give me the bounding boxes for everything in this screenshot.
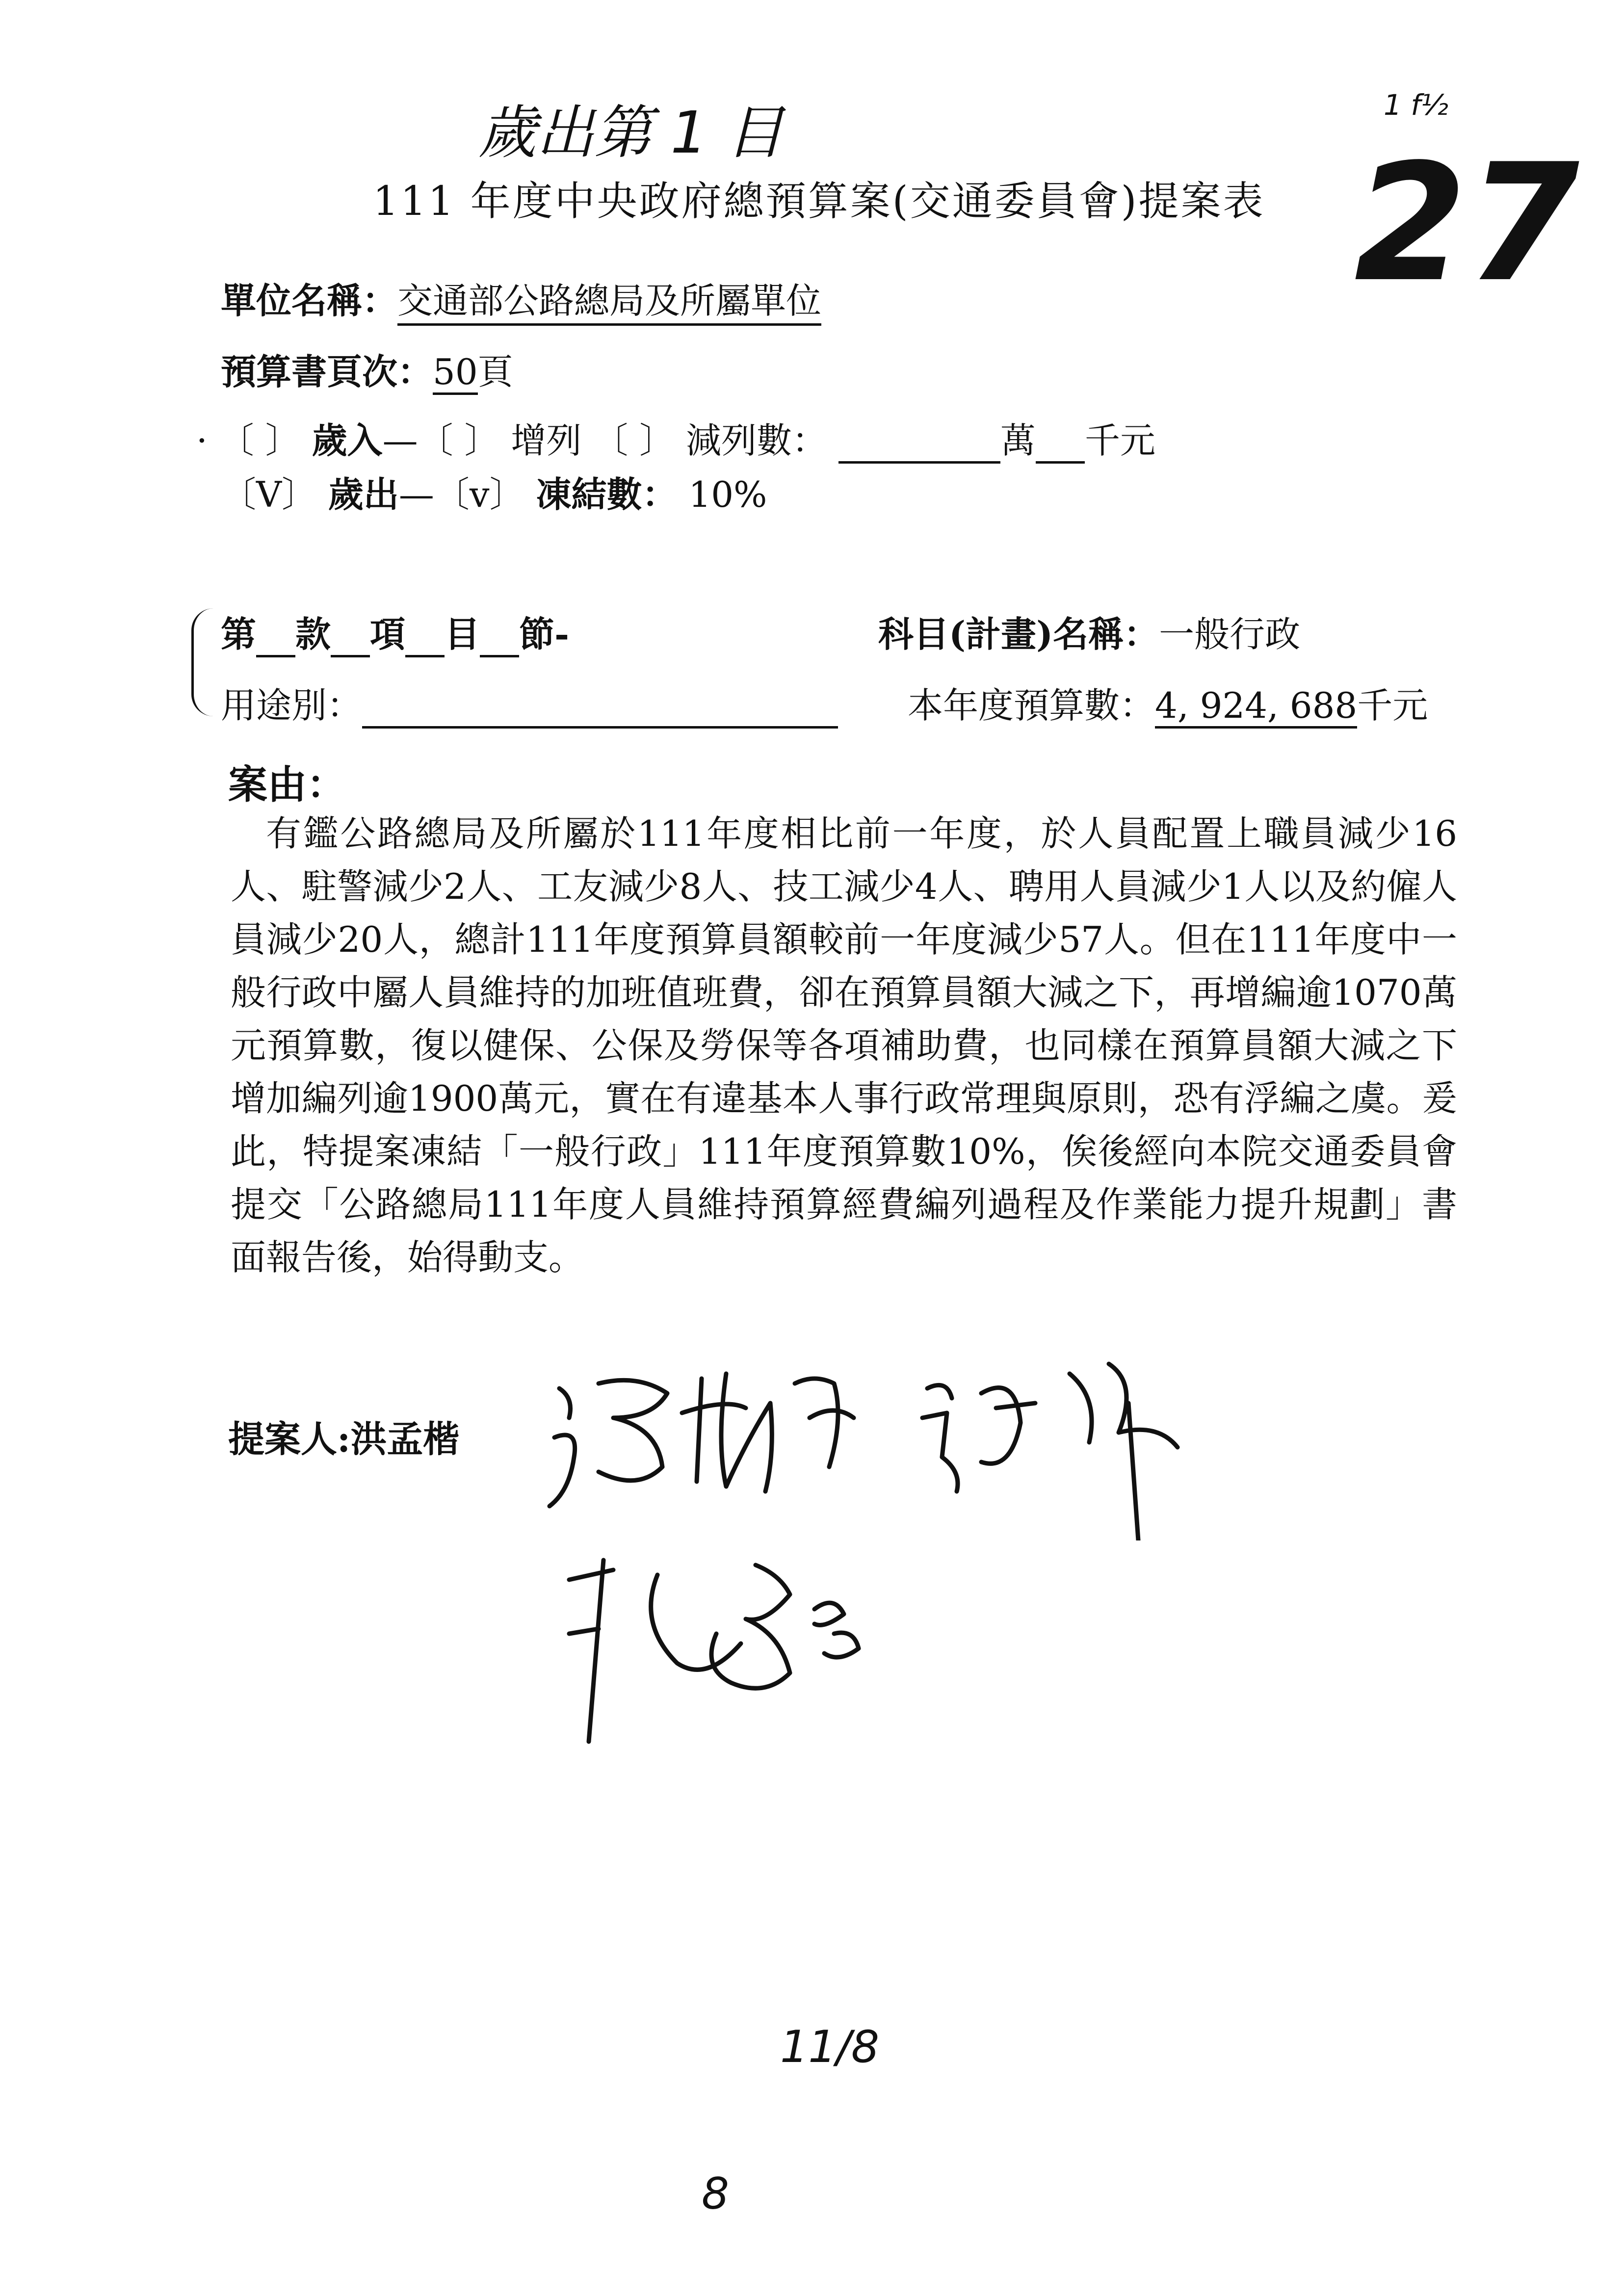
- subject-label: 科目(計畫)名稱：: [878, 613, 1159, 655]
- handwritten-page-number: 27: [1354, 129, 1580, 317]
- signature-1-drawing: [540, 1344, 1276, 1540]
- signature-1: [540, 1344, 1276, 1542]
- income-row: [196, 412, 1155, 464]
- section-row: [221, 606, 569, 657]
- budget-row: [908, 677, 1428, 729]
- purpose-label: 用途別：: [221, 685, 363, 726]
- handwritten-corner-note: 1 f½: [1384, 88, 1448, 122]
- purpose-row: [221, 677, 838, 729]
- blank: [331, 613, 370, 657]
- section-xiang: 項: [370, 613, 406, 655]
- income-amount-blank-2: [1036, 420, 1085, 464]
- income-decrease: 〔 〕 減列數：: [593, 420, 828, 461]
- unit-label: 單位名稱：: [221, 280, 398, 321]
- subject-value: 一般行政: [1159, 614, 1301, 655]
- budget-book-page-label: 預算書頁次：: [221, 351, 433, 392]
- income-label: 歲入: [312, 419, 383, 461]
- budget-book-page-row: [221, 343, 513, 395]
- blank: [405, 613, 445, 657]
- freeze-checkbox: 〔v〕: [434, 474, 525, 515]
- budget-book-page-value: 50: [433, 351, 478, 395]
- purpose-blank: [362, 685, 838, 729]
- expense-row: [221, 466, 767, 517]
- section-mu: 目: [445, 613, 480, 655]
- income-dash: —: [382, 420, 418, 461]
- proposer-name: 洪孟楷: [350, 1418, 460, 1461]
- income-increase: 〔 〕 增列: [418, 420, 582, 461]
- document-title: 111 年度中央政府總預算案(交通委員會)提案表: [373, 178, 1265, 225]
- unit-value: 交通部公路總局及所屬單位: [397, 272, 821, 326]
- handwritten-date-note: 11/8: [780, 2021, 880, 2073]
- reason-heading: 案由：: [228, 761, 346, 808]
- handwritten-number-note: 8: [702, 2168, 729, 2219]
- unit-row: [221, 272, 821, 326]
- budget-label: 本年度預算數：: [908, 685, 1155, 726]
- budget-book-page-suffix: 頁: [477, 351, 513, 392]
- budget-unit: 千元: [1357, 685, 1428, 726]
- section-di: 第: [221, 613, 257, 655]
- income-checkbox-mark: 〔 〕: [218, 420, 301, 461]
- freeze-value: 10%: [688, 474, 767, 515]
- reason-body: 有鑑公路總局及所屬於111年度相比前一年度，於人員配置上職員減少16人、駐警減少2人、工友減少8人、技工減少4人、聘用人員減少1人以及約僱人員減少20人，總計111年度預算員額較前一年度減少57人。但在111年度中一般行政中屬人員維持的加班值班費，卻在預算員額大減之下，再增編逾1070萬元預算數，復以健保、公保及勞保等各項補助費，也同樣在預算員額大減之下增加編列逾1900萬元，實在有違基本人事行政常理與原則，恐有浮編之虞。爰此，特提案凍結「一般行政」111年度預算數10%，俟後經向本院交通委員會提交「公路總局111年度人員維持預算經費編列過程及作業能力提升規劃」書面報告後，始得動支。: [231, 813, 1457, 1278]
- income-checkbox: ·: [196, 420, 219, 461]
- income-unit-qianyuan: 千元: [1084, 420, 1155, 461]
- section-jie: 節-: [519, 613, 569, 655]
- blank: [256, 613, 295, 657]
- section-bracket: [191, 608, 213, 716]
- expense-dash: —: [398, 474, 434, 515]
- signature-2: [559, 1536, 952, 1758]
- expense-label: 歲出: [328, 473, 399, 515]
- section-kuan: 款: [295, 613, 331, 655]
- blank: [480, 613, 519, 657]
- subject-row: [878, 606, 1300, 657]
- handwritten-item-number: 歲出第 1 目: [478, 99, 784, 166]
- signature-1-text: [540, 1344, 543, 1345]
- budget-value: 4, 924, 688: [1155, 685, 1357, 729]
- income-amount-blank: [838, 420, 1000, 464]
- proposer-label: 提案人:: [228, 1418, 351, 1461]
- freeze-label: 凍結數：: [536, 473, 678, 515]
- proposer-row: [228, 1410, 459, 1462]
- signature-2-drawing: [559, 1536, 952, 1756]
- expense-checkbox: 〔V〕: [221, 474, 317, 515]
- income-unit-wan: 萬: [1000, 420, 1036, 461]
